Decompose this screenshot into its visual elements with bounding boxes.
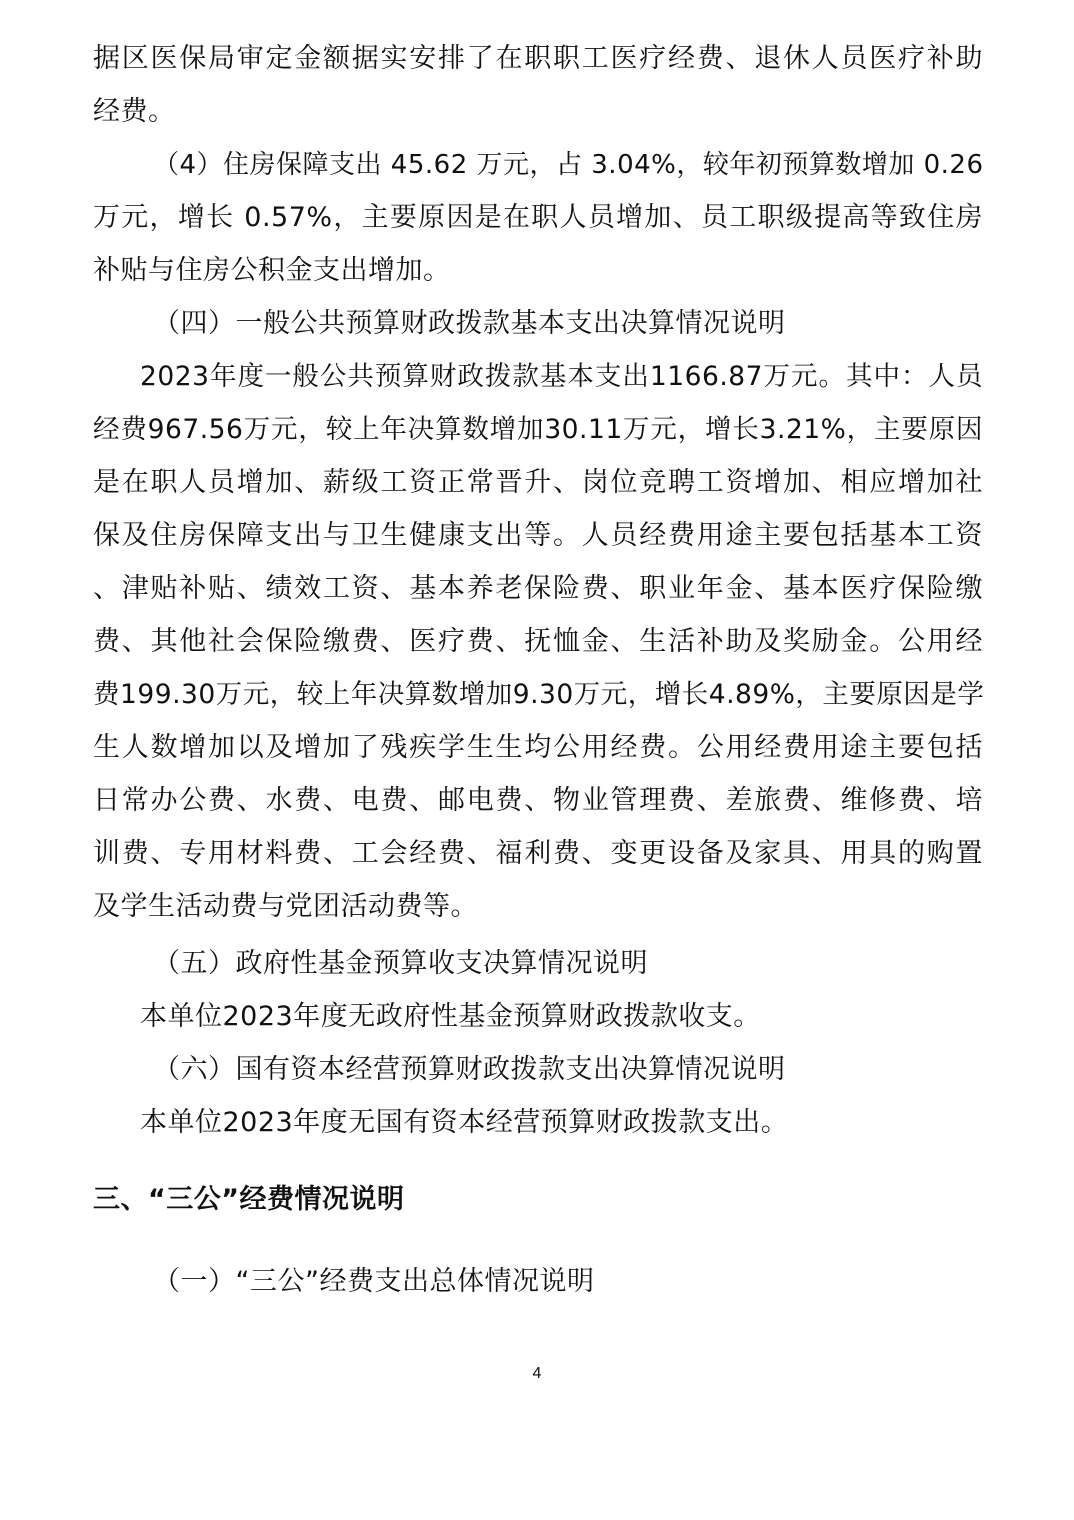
body-line: 本单位2023年度无国有资本经营预算财政拨款支出。 — [140, 1107, 789, 1138]
body-line: 保及住房保障支出与卫生健康支出等。人员经费用途主要包括基本工资 — [93, 520, 983, 551]
body-line: 及学生活动费与党团活动费等。 — [93, 891, 478, 922]
section-heading: （六）国有资本经营预算财政拨款支出决算情况说明 — [153, 1054, 786, 1085]
section-heading: （五）政府性基金预算收支决算情况说明 — [153, 948, 648, 979]
body-line: 据区医保局审定金额据实安排了在职职工医疗经费、退休人员医疗补助 — [93, 43, 983, 74]
body-line: 经费967.56万元，较上年决算数增加30.11万元，增长3.21%，主要原因 — [93, 414, 983, 445]
body-line: 是在职人员增加、薪级工资正常晋升、岗位竞聘工资增加、相应增加社 — [93, 467, 983, 498]
body-line: 日常办公费、水费、电费、邮电费、物业管理费、差旅费、维修费、培 — [93, 785, 983, 816]
chapter-heading: 三、“三公”经费情况说明 — [93, 1184, 405, 1215]
body-line: 2023年度一般公共预算财政拨款基本支出1166.87万元。其中：人员 — [140, 361, 983, 392]
body-line: 经费。 — [93, 96, 176, 127]
body-line: 补贴与住房公积金支出增加。 — [93, 255, 451, 286]
body-line: 万元，增长 0.57%，主要原因是在职人员增加、员工职级提高等致住房 — [93, 202, 983, 233]
body-line: 费199.30万元，较上年决算数增加9.30万元，增长4.89%，主要原因是学 — [93, 679, 985, 710]
subitem-line: （4）住房保障支出 45.62 万元，占 3.04%，较年初预算数增加 0.26 — [153, 150, 984, 180]
body-line: 费、其他社会保险缴费、医疗费、抚恤金、生活补助及奖励金。公用经 — [93, 626, 983, 657]
body-line: 、津贴补贴、绩效工资、基本养老保险费、职业年金、基本医疗保险缴 — [93, 573, 983, 604]
page-number: 4 — [532, 1365, 542, 1382]
body-line: 训费、专用材料费、工会经费、福利费、变更设备及家具、用具的购置 — [93, 838, 983, 869]
section-heading: （一）“三公”经费支出总体情况说明 — [153, 1266, 595, 1297]
body-line: 本单位2023年度无政府性基金预算财政拨款收支。 — [140, 1001, 761, 1032]
section-heading: （四）一般公共预算财政拨款基本支出决算情况说明 — [153, 308, 786, 339]
body-line: 生人数增加以及增加了残疾学生生均公用经费。公用经费用途主要包括 — [93, 732, 983, 763]
